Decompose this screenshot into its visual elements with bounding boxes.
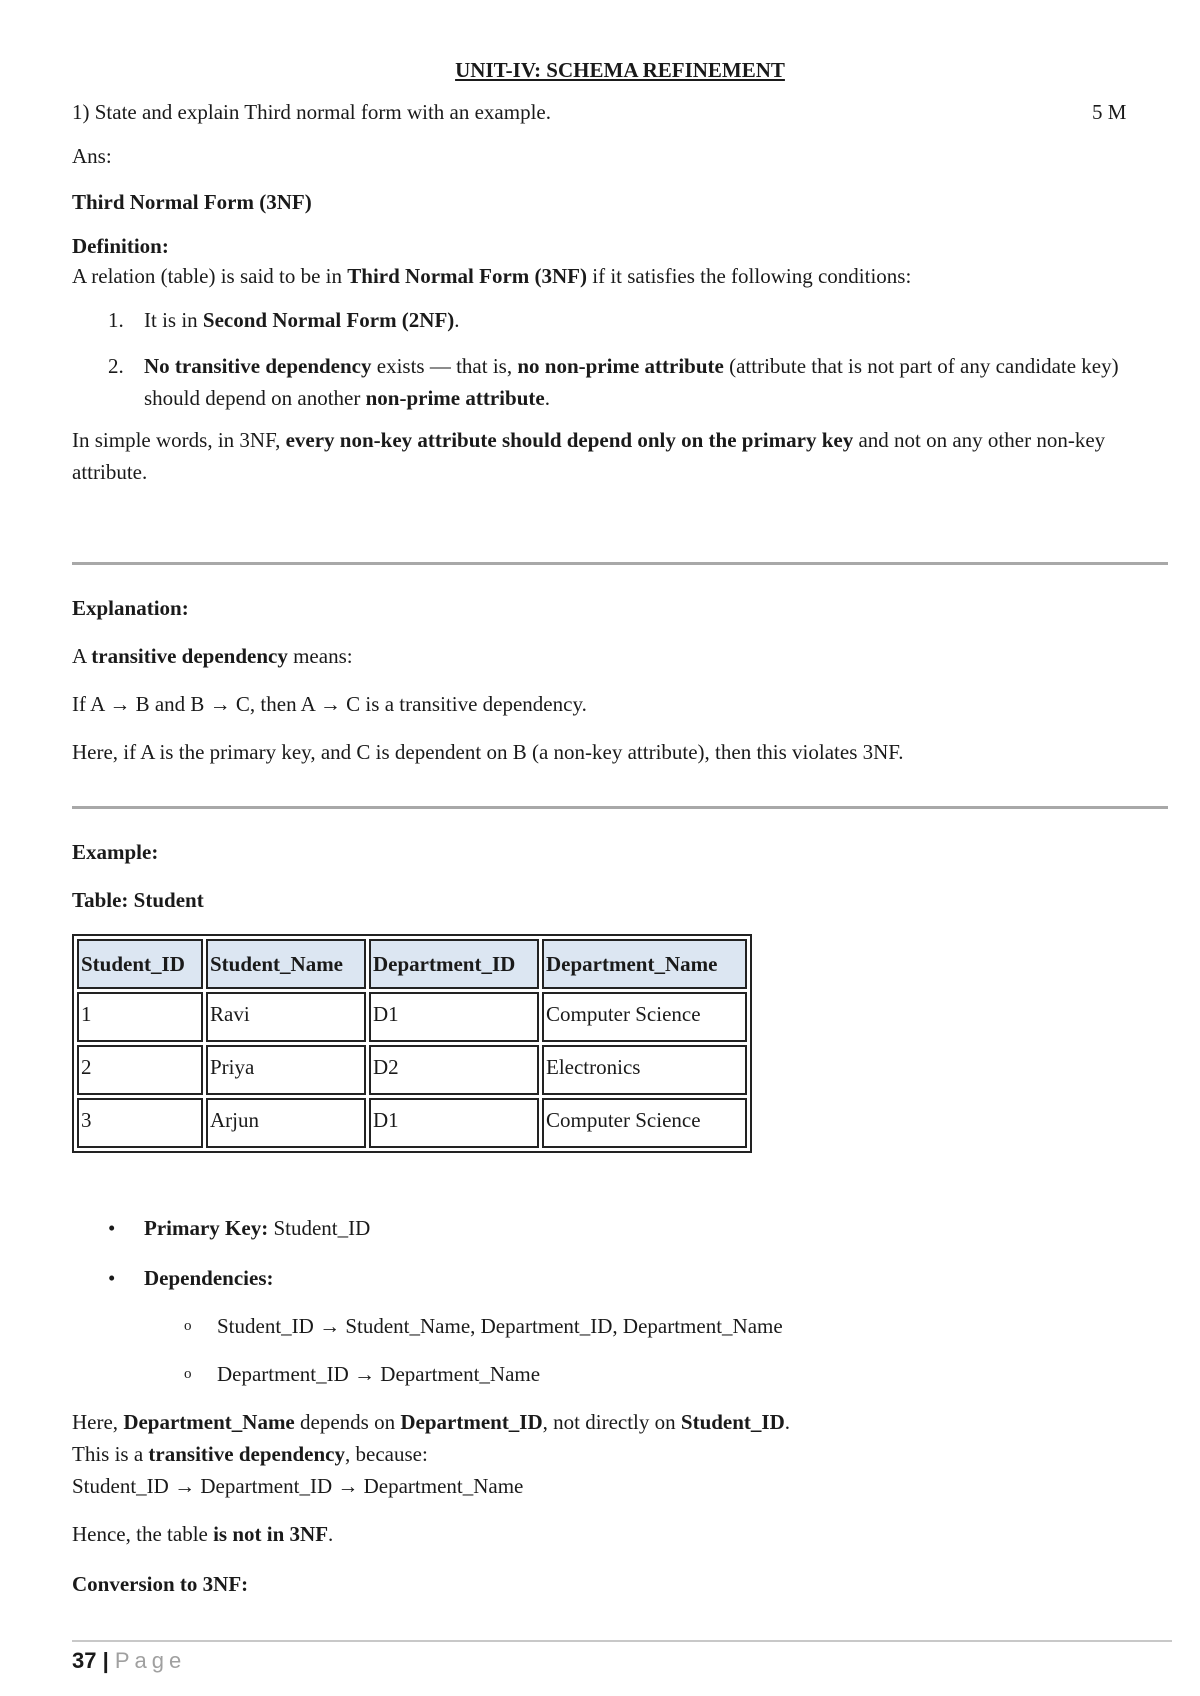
table-cell: 3 bbox=[77, 1098, 203, 1148]
table-cell: D1 bbox=[369, 992, 539, 1042]
definition-intro: A relation (table) is said to be in Third Normal Form (3NF) if it satisfies the following conditions: bbox=[72, 264, 912, 288]
page-word: Page bbox=[114, 1648, 187, 1673]
table-cell: Electronics bbox=[542, 1045, 747, 1095]
table-cell: Computer Science bbox=[542, 1098, 747, 1148]
heading-3nf: Third Normal Form (3NF) bbox=[72, 190, 312, 214]
column-header: Department_Name bbox=[542, 939, 747, 989]
table-label: Table: Student bbox=[72, 888, 204, 912]
hence-line: Hence, the table is not in 3NF. bbox=[72, 1522, 334, 1546]
explanation-line-3: Here, if A is the primary key, and C is dependent on B (a non-key attribute), then this violates 3NF. bbox=[72, 740, 904, 764]
bullet-icon: • bbox=[108, 1216, 116, 1240]
dependency-item: Department_ID → Department_Name bbox=[217, 1362, 541, 1386]
example-label: Example: bbox=[72, 840, 159, 864]
condition-item: 2. No transitive dependency exists — that is, no non-prime attribute (attribute that is not part of any candidate key) should depend on another non-prime attribute. bbox=[108, 354, 1119, 410]
table-cell: Ravi bbox=[206, 992, 366, 1042]
table-header-row bbox=[77, 939, 747, 989]
circle-bullet-icon: o bbox=[184, 1318, 192, 1334]
column-header: Student_Name bbox=[206, 939, 366, 989]
here-line: Here, Department_Name depends on Department_ID, not directly on Student_ID. bbox=[72, 1410, 791, 1434]
bullet-icon: • bbox=[108, 1266, 116, 1290]
column-header: Department_ID bbox=[369, 939, 539, 989]
unit-title: UNIT-IV: SCHEMA REFINEMENT bbox=[455, 58, 785, 82]
table-cell: D2 bbox=[369, 1045, 539, 1095]
simple-words-paragraph: In simple words, in 3NF, every non-key attribute should depend only on the primary key and not on any other non-key attribute. bbox=[72, 428, 1106, 484]
table-row bbox=[77, 1045, 747, 1095]
question-marks: 5 M bbox=[1092, 100, 1127, 124]
explanation-line-2: If A → B and B → C, then A → C is a transitive dependency. bbox=[72, 692, 587, 716]
table-row bbox=[77, 992, 747, 1042]
condition-item: 1. It is in Second Normal Form (2NF). bbox=[108, 308, 460, 332]
circle-bullet-icon: o bbox=[184, 1366, 192, 1382]
conversion-label: Conversion to 3NF: bbox=[72, 1572, 249, 1596]
definition-label: Definition: bbox=[72, 234, 169, 258]
explanation-label: Explanation: bbox=[72, 596, 189, 620]
dependencies-label: Dependencies: bbox=[144, 1266, 274, 1290]
column-header: Student_ID bbox=[77, 939, 203, 989]
section-divider bbox=[72, 806, 1168, 809]
table-cell: D1 bbox=[369, 1098, 539, 1148]
page-number: 37 bbox=[72, 1648, 97, 1673]
question-text: 1) State and explain Third normal form with an example. bbox=[72, 100, 551, 124]
conditions-list bbox=[72, 304, 1132, 414]
student-table bbox=[72, 934, 752, 1153]
this-is-line: This is a transitive dependency, because: bbox=[72, 1442, 428, 1466]
page-footer: 37 | Page bbox=[72, 1648, 187, 1673]
dependency-chain: Student_ID → Department_ID → Department_Name bbox=[72, 1474, 524, 1498]
table-row bbox=[77, 1098, 747, 1148]
explanation-line-1: A transitive dependency means: bbox=[72, 644, 353, 668]
table-cell: 1 bbox=[77, 992, 203, 1042]
table-cell: Computer Science bbox=[542, 992, 747, 1042]
primary-key-item: Primary Key: Student_ID bbox=[144, 1216, 371, 1240]
section-divider bbox=[72, 562, 1168, 565]
footer-divider bbox=[72, 1640, 1172, 1642]
table-cell: 2 bbox=[77, 1045, 203, 1095]
table-cell: Priya bbox=[206, 1045, 366, 1095]
dependency-item: Student_ID → Student_Name, Department_ID, Department_Name bbox=[217, 1314, 783, 1338]
table-cell: Arjun bbox=[206, 1098, 366, 1148]
ans-label: Ans: bbox=[72, 144, 112, 168]
